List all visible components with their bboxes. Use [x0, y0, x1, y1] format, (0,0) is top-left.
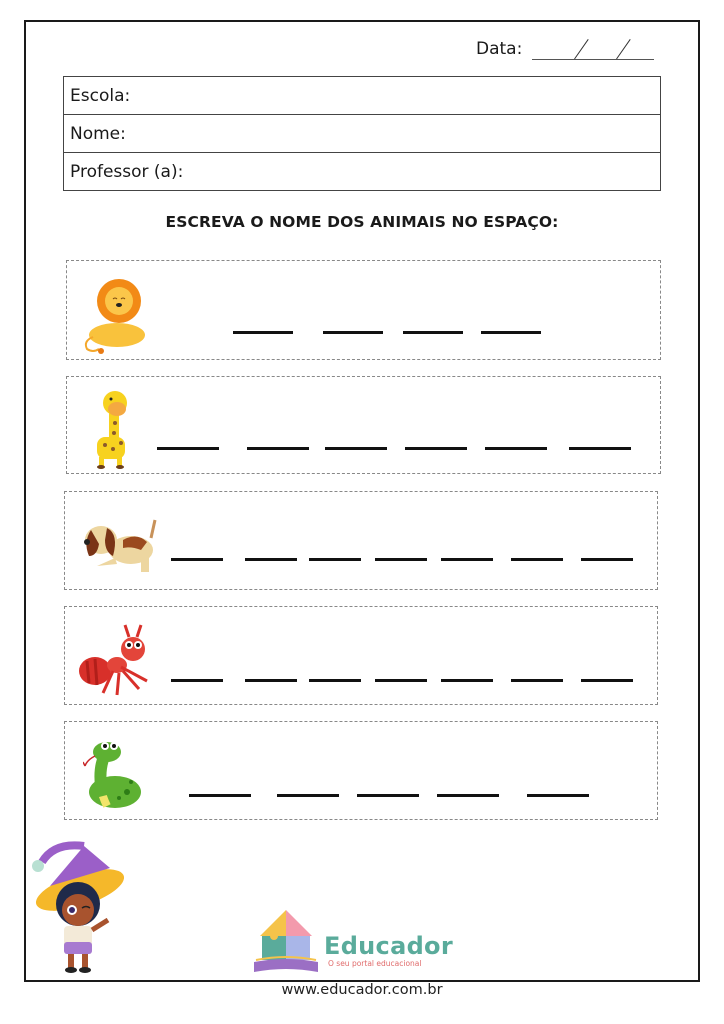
letter-blank[interactable] [511, 558, 563, 561]
lion-icon [79, 271, 147, 355]
dog-icon [79, 516, 161, 576]
letter-blank[interactable] [157, 447, 219, 450]
letter-blank[interactable] [277, 794, 339, 797]
logo-name: Educador [324, 932, 453, 960]
school-field[interactable] [64, 77, 660, 115]
educador-logo[interactable] [252, 906, 462, 976]
letter-blank[interactable] [245, 679, 297, 682]
letter-blank[interactable] [357, 794, 419, 797]
letter-blank[interactable] [171, 558, 223, 561]
letter-blank[interactable] [247, 447, 309, 450]
date-slash-1 [574, 39, 589, 59]
letter-blank[interactable] [189, 794, 251, 797]
letter-blank[interactable] [309, 679, 361, 682]
date-input-line[interactable] [532, 37, 654, 60]
date-slash-2 [616, 39, 631, 59]
letter-blank[interactable] [309, 558, 361, 561]
wizard-kid-mascot-icon [24, 838, 134, 978]
teacher-label: Professor (a): [70, 161, 184, 182]
letter-blank[interactable] [581, 558, 633, 561]
exercise-giraffe [66, 376, 661, 474]
school-label: Escola: [70, 85, 131, 106]
letter-blank[interactable] [569, 447, 631, 450]
logo-tagline: O seu portal educacional [328, 959, 422, 968]
letter-blank[interactable] [581, 679, 633, 682]
letter-blank[interactable] [441, 679, 493, 682]
ant-icon [77, 621, 157, 697]
student-info-table [63, 76, 661, 191]
letter-blank[interactable] [245, 558, 297, 561]
date-label: Data: [476, 39, 523, 59]
letter-blank[interactable] [233, 331, 293, 334]
exercise-dog [64, 491, 658, 590]
name-field[interactable] [64, 115, 660, 153]
letter-blank[interactable] [405, 447, 467, 450]
letter-blank[interactable] [171, 679, 223, 682]
letter-blank[interactable] [325, 447, 387, 450]
puzzle-house-logo-icon [252, 906, 320, 976]
instruction-heading: ESCREVA O NOME DOS ANIMAIS NO ESPAÇO: [165, 213, 559, 231]
letter-blank[interactable] [441, 558, 493, 561]
exercise-lion [66, 260, 661, 360]
letter-blank[interactable] [511, 679, 563, 682]
letter-blank[interactable] [323, 331, 383, 334]
snake-icon [83, 736, 143, 812]
letter-blank[interactable] [375, 679, 427, 682]
letter-blank[interactable] [485, 447, 547, 450]
letter-blank[interactable] [437, 794, 499, 797]
letter-blank[interactable] [527, 794, 589, 797]
exercise-ant [64, 606, 658, 705]
website-link[interactable]: www.educador.com.br [281, 982, 443, 998]
letter-blank[interactable] [403, 331, 463, 334]
date-field [476, 34, 654, 60]
exercise-snake [64, 721, 658, 820]
name-label: Nome: [70, 123, 126, 144]
letter-blank[interactable] [481, 331, 541, 334]
letter-blank[interactable] [375, 558, 427, 561]
teacher-field[interactable] [64, 153, 660, 190]
giraffe-icon [81, 383, 137, 471]
